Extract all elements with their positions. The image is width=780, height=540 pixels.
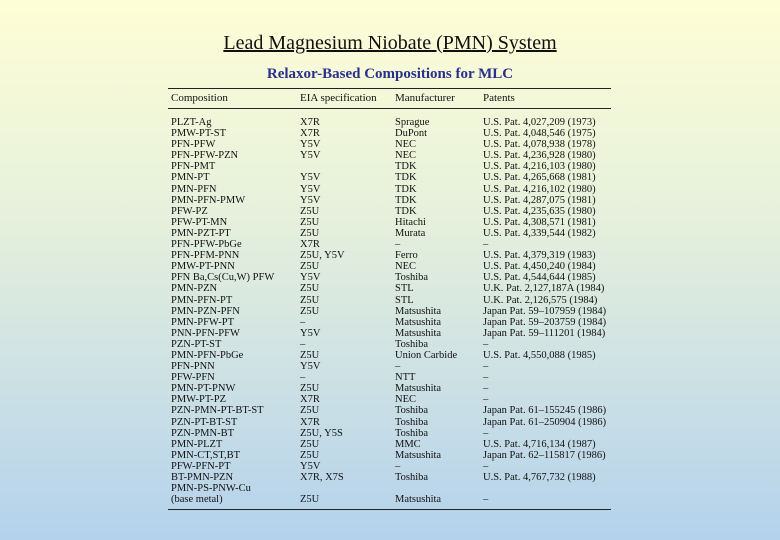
cell-manufacturer: Matsushita <box>395 327 442 339</box>
cell-manufacturer: Toshiba <box>395 405 429 417</box>
table-row <box>171 128 611 139</box>
cell-eia-spec: Y5V <box>300 172 321 184</box>
table-row <box>171 295 611 306</box>
table-row <box>171 239 611 250</box>
table-row <box>171 472 611 483</box>
cell-manufacturer: TDK <box>395 172 417 184</box>
cell-patent: U.S. Pat. 4,078,938 (1978) <box>483 139 596 151</box>
cell-eia-spec: Y5V <box>300 272 321 284</box>
cell-composition: PMW-PT-ST <box>171 128 227 140</box>
cell-eia-spec: Y5V <box>300 194 321 206</box>
table-row <box>171 483 611 494</box>
table-row <box>171 339 611 350</box>
table-row <box>171 450 611 461</box>
cell-manufacturer: Toshiba <box>395 416 429 428</box>
cell-patent: – <box>483 427 489 439</box>
cell-eia-spec: X7R <box>300 394 320 406</box>
table-row <box>171 161 611 172</box>
cell-composition: PMN-PFW-PT <box>171 316 235 328</box>
table-row <box>171 250 611 261</box>
cell-patent: Japan Pat. 59–111201 (1984) <box>483 327 606 339</box>
table-row <box>171 172 611 183</box>
table-row <box>171 494 611 505</box>
cell-patent: – <box>483 372 489 384</box>
cell-manufacturer: DuPont <box>395 128 428 140</box>
cell-eia-spec: Z5U <box>300 294 320 306</box>
cell-composition: PZN-PMN-PT-BT-ST <box>171 405 264 417</box>
cell-eia-spec: Z5U <box>300 227 320 239</box>
cell-patent: Japan Pat. 59–203759 (1984) <box>483 316 607 328</box>
table-row <box>171 283 611 294</box>
cell-manufacturer: Matsushita <box>395 383 442 395</box>
table-row <box>171 361 611 372</box>
cell-composition: PMN-PT <box>171 172 210 184</box>
cell-composition: PZN-PT-ST <box>171 338 222 350</box>
cell-patent: – <box>483 394 489 406</box>
cell-manufacturer: – <box>395 239 401 251</box>
cell-composition: PMN-PLZT <box>171 438 223 450</box>
cell-eia-spec: X7R <box>300 239 320 251</box>
table-row <box>171 439 611 450</box>
cell-manufacturer: MMC <box>395 438 421 450</box>
cell-manufacturer: NTT <box>395 372 416 384</box>
table-bottom-rule <box>168 509 611 510</box>
table-row <box>171 317 611 328</box>
cell-composition: PFN-PFW <box>171 139 216 151</box>
cell-eia-spec: X7R, X7S <box>300 472 344 483</box>
cell-patent: U.S. Pat. 4,339,544 (1982) <box>483 227 596 239</box>
table-row <box>171 417 611 428</box>
cell-composition: PFN-PMT <box>171 161 216 173</box>
table-row <box>171 139 611 150</box>
cell-composition: PMN-PZN <box>171 283 218 295</box>
slide-title: Lead Magnesium Niobate (PMN) System <box>223 32 557 54</box>
table-row <box>171 217 611 228</box>
cell-manufacturer: Toshiba <box>395 338 429 350</box>
cell-manufacturer: Matsushita <box>395 449 442 461</box>
table-row <box>171 117 611 128</box>
cell-patent: – <box>483 383 489 395</box>
cell-eia-spec: Y5V <box>300 327 321 339</box>
cell-eia-spec: Z5U <box>300 305 320 317</box>
cell-manufacturer: NEC <box>395 394 416 406</box>
table-row <box>171 195 611 206</box>
cell-composition: (base metal) <box>171 494 223 506</box>
cell-patent: U.K. Pat. 2,126,575 (1984) <box>483 294 598 306</box>
cell-patent: Japan Pat. 59–107959 (1984) <box>483 305 607 317</box>
cell-composition: PFN-PNN <box>171 361 215 373</box>
cell-composition: PFN-PFM-PNN <box>171 250 240 262</box>
cell-manufacturer: TDK <box>395 183 417 195</box>
table-row <box>171 383 611 394</box>
cell-eia-spec <box>300 161 395 172</box>
table-row <box>171 428 611 439</box>
cell-patent: U.S. Pat. 4,716,134 (1987) <box>483 438 596 450</box>
cell-patent: Japan Pat. 61–155245 (1986) <box>483 405 607 417</box>
cell-patent: U.S. Pat. 4,379,319 (1983) <box>483 250 596 262</box>
cell-composition: PMN-PFN-PMW <box>171 194 246 206</box>
cell-eia-spec: Z5U <box>300 205 320 217</box>
cell-manufacturer: NEC <box>395 261 416 273</box>
table-row <box>171 228 611 239</box>
cell-eia-spec: Z5U <box>300 261 320 273</box>
cell-patent: U.S. Pat. 4,048,546 (1975) <box>483 128 596 140</box>
cell-patent: – <box>483 494 489 506</box>
table-row <box>171 394 611 405</box>
cell-composition: PFW-PFN-PT <box>171 460 231 472</box>
header-manufacturer: Manufacturer <box>395 92 455 104</box>
table-row <box>171 328 611 339</box>
cell-composition: PFN-PFW-PZN <box>171 150 239 162</box>
cell-patent: U.S. Pat. 4,450,240 (1984) <box>483 261 596 273</box>
cell-eia-spec: Z5U <box>300 216 320 228</box>
cell-composition: PMN-PFN-PT <box>171 294 233 306</box>
cell-manufacturer: Murata <box>395 227 426 239</box>
table-row <box>171 261 611 272</box>
cell-eia-spec: X7R <box>300 416 320 428</box>
cell-patent: U.S. Pat. 4,767,732 (1988) <box>483 472 596 483</box>
cell-eia-spec: Z5U <box>300 449 320 461</box>
cell-patent: U.S. Pat. 4,308,571 (1981) <box>483 216 596 228</box>
table-row <box>171 206 611 217</box>
cell-composition: PMN-PZT-PT <box>171 227 231 239</box>
cell-eia-spec: Z5U <box>300 283 320 295</box>
cell-manufacturer: Hitachi <box>395 216 426 228</box>
cell-composition: PMN-CT,ST,BT <box>171 449 241 461</box>
cell-manufacturer: – <box>395 460 401 472</box>
cell-composition: PMN-PS-PNW-Cu <box>171 483 251 495</box>
cell-patent: Japan Pat. 61–250904 (1986) <box>483 416 607 428</box>
cell-eia-spec: Z5U <box>300 405 320 417</box>
cell-manufacturer: STL <box>395 283 414 295</box>
header-composition: Composition <box>171 92 228 104</box>
table-row <box>171 372 611 383</box>
cell-manufacturer: Matsushita <box>395 494 442 506</box>
cell-manufacturer: – <box>395 361 401 373</box>
table-row <box>171 272 611 283</box>
cell-manufacturer: TDK <box>395 194 417 206</box>
cell-manufacturer <box>395 483 483 494</box>
cell-patent <box>483 483 614 494</box>
cell-eia-spec: Y5V <box>300 183 321 195</box>
cell-eia-spec: Z5U <box>300 438 320 450</box>
cell-manufacturer: Toshiba <box>395 272 429 284</box>
cell-composition: PFW-PZ <box>171 205 208 217</box>
cell-manufacturer: TDK <box>395 205 417 217</box>
cell-composition: PNN-PFN-PFW <box>171 327 240 339</box>
cell-manufacturer: Ferro <box>395 250 418 262</box>
cell-patent: – <box>483 361 489 373</box>
cell-patent: U.S. Pat. 4,216,103 (1980) <box>483 161 596 173</box>
cell-patent: – <box>483 239 489 251</box>
cell-composition: PFW-PT-MN <box>171 216 228 228</box>
cell-composition: PZN-PMN-BT <box>171 427 235 439</box>
cell-eia-spec: X7R <box>300 117 320 128</box>
cell-patent: U.S. Pat. 4,027,209 (1973) <box>483 117 596 128</box>
cell-composition: PFW-PFN <box>171 372 215 384</box>
table-row <box>171 306 611 317</box>
cell-composition: PMN-PT-PNW <box>171 383 236 395</box>
cell-eia-spec: Z5U, Y5V <box>300 250 345 262</box>
cell-composition: PMN-PFN <box>171 183 217 195</box>
table-row <box>171 150 611 161</box>
cell-eia-spec: – <box>300 372 306 384</box>
cell-eia-spec: Z5U <box>300 349 320 361</box>
cell-patent: U.K. Pat. 2,127,187A (1984) <box>483 283 605 295</box>
cell-eia-spec: – <box>300 316 306 328</box>
cell-eia-spec: Y5V <box>300 150 321 162</box>
table-row <box>171 350 611 361</box>
cell-patent: U.S. Pat. 4,236,928 (1980) <box>483 150 596 162</box>
cell-patent: Japan Pat. 62–115817 (1986) <box>483 449 606 461</box>
cell-eia-spec: Z5U <box>300 383 320 395</box>
cell-manufacturer: NEC <box>395 139 416 151</box>
cell-composition: PFN-PFW-PbGe <box>171 239 242 251</box>
table-row <box>171 461 611 472</box>
cell-patent: U.S. Pat. 4,265,668 (1981) <box>483 172 596 184</box>
cell-patent: U.S. Pat. 4,216,102 (1980) <box>483 183 596 195</box>
cell-eia-spec: Z5U <box>300 494 320 506</box>
cell-patent: – <box>483 460 489 472</box>
header-eia-specification: EIA specification <box>300 92 377 104</box>
cell-eia-spec: Z5U, Y5S <box>300 427 343 439</box>
cell-eia-spec <box>300 483 395 494</box>
cell-eia-spec: Y5V <box>300 361 321 373</box>
cell-eia-spec: Y5V <box>300 139 321 151</box>
table-row <box>171 405 611 416</box>
cell-eia-spec: – <box>300 338 306 350</box>
cell-composition: BT-PMN-PZN <box>171 472 234 483</box>
cell-composition: PMW-PT-PNN <box>171 261 235 273</box>
cell-manufacturer: Matsushita <box>395 305 442 317</box>
table-header-row <box>168 89 611 108</box>
table-body <box>168 109 611 509</box>
cell-composition: PFN Ba,Cs(Cu,W) PFW <box>171 272 275 284</box>
cell-patent: U.S. Pat. 4,235,635 (1980) <box>483 205 596 217</box>
composition-table <box>168 88 611 510</box>
cell-manufacturer: Toshiba <box>395 472 429 483</box>
table-row <box>171 184 611 195</box>
cell-manufacturer: TDK <box>395 161 417 173</box>
cell-manufacturer: Union Carbide <box>395 349 458 361</box>
cell-eia-spec: X7R <box>300 128 320 140</box>
header-patents: Patents <box>483 92 515 104</box>
cell-manufacturer: STL <box>395 294 414 306</box>
cell-manufacturer: NEC <box>395 150 416 162</box>
cell-manufacturer: Sprague <box>395 117 430 128</box>
cell-patent: U.S. Pat. 4,287,075 (1981) <box>483 194 596 206</box>
slide-subtitle: Relaxor-Based Compositions for MLC <box>266 66 514 82</box>
cell-manufacturer: Toshiba <box>395 427 429 439</box>
cell-eia-spec: Y5V <box>300 460 321 472</box>
cell-composition: PLZT-Ag <box>171 117 212 128</box>
cell-patent: U.S. Pat. 4,544,644 (1985) <box>483 272 596 284</box>
cell-composition: PMN-PFN-PbGe <box>171 349 244 361</box>
cell-composition: PZN-PT-BT-ST <box>171 416 238 428</box>
cell-patent: U.S. Pat. 4,550,088 (1985) <box>483 349 596 361</box>
cell-composition: PMN-PZN-PFN <box>171 305 240 317</box>
cell-composition: PMW-PT-PZ <box>171 394 227 406</box>
cell-patent: – <box>483 338 489 350</box>
cell-manufacturer: Matsushita <box>395 316 442 328</box>
